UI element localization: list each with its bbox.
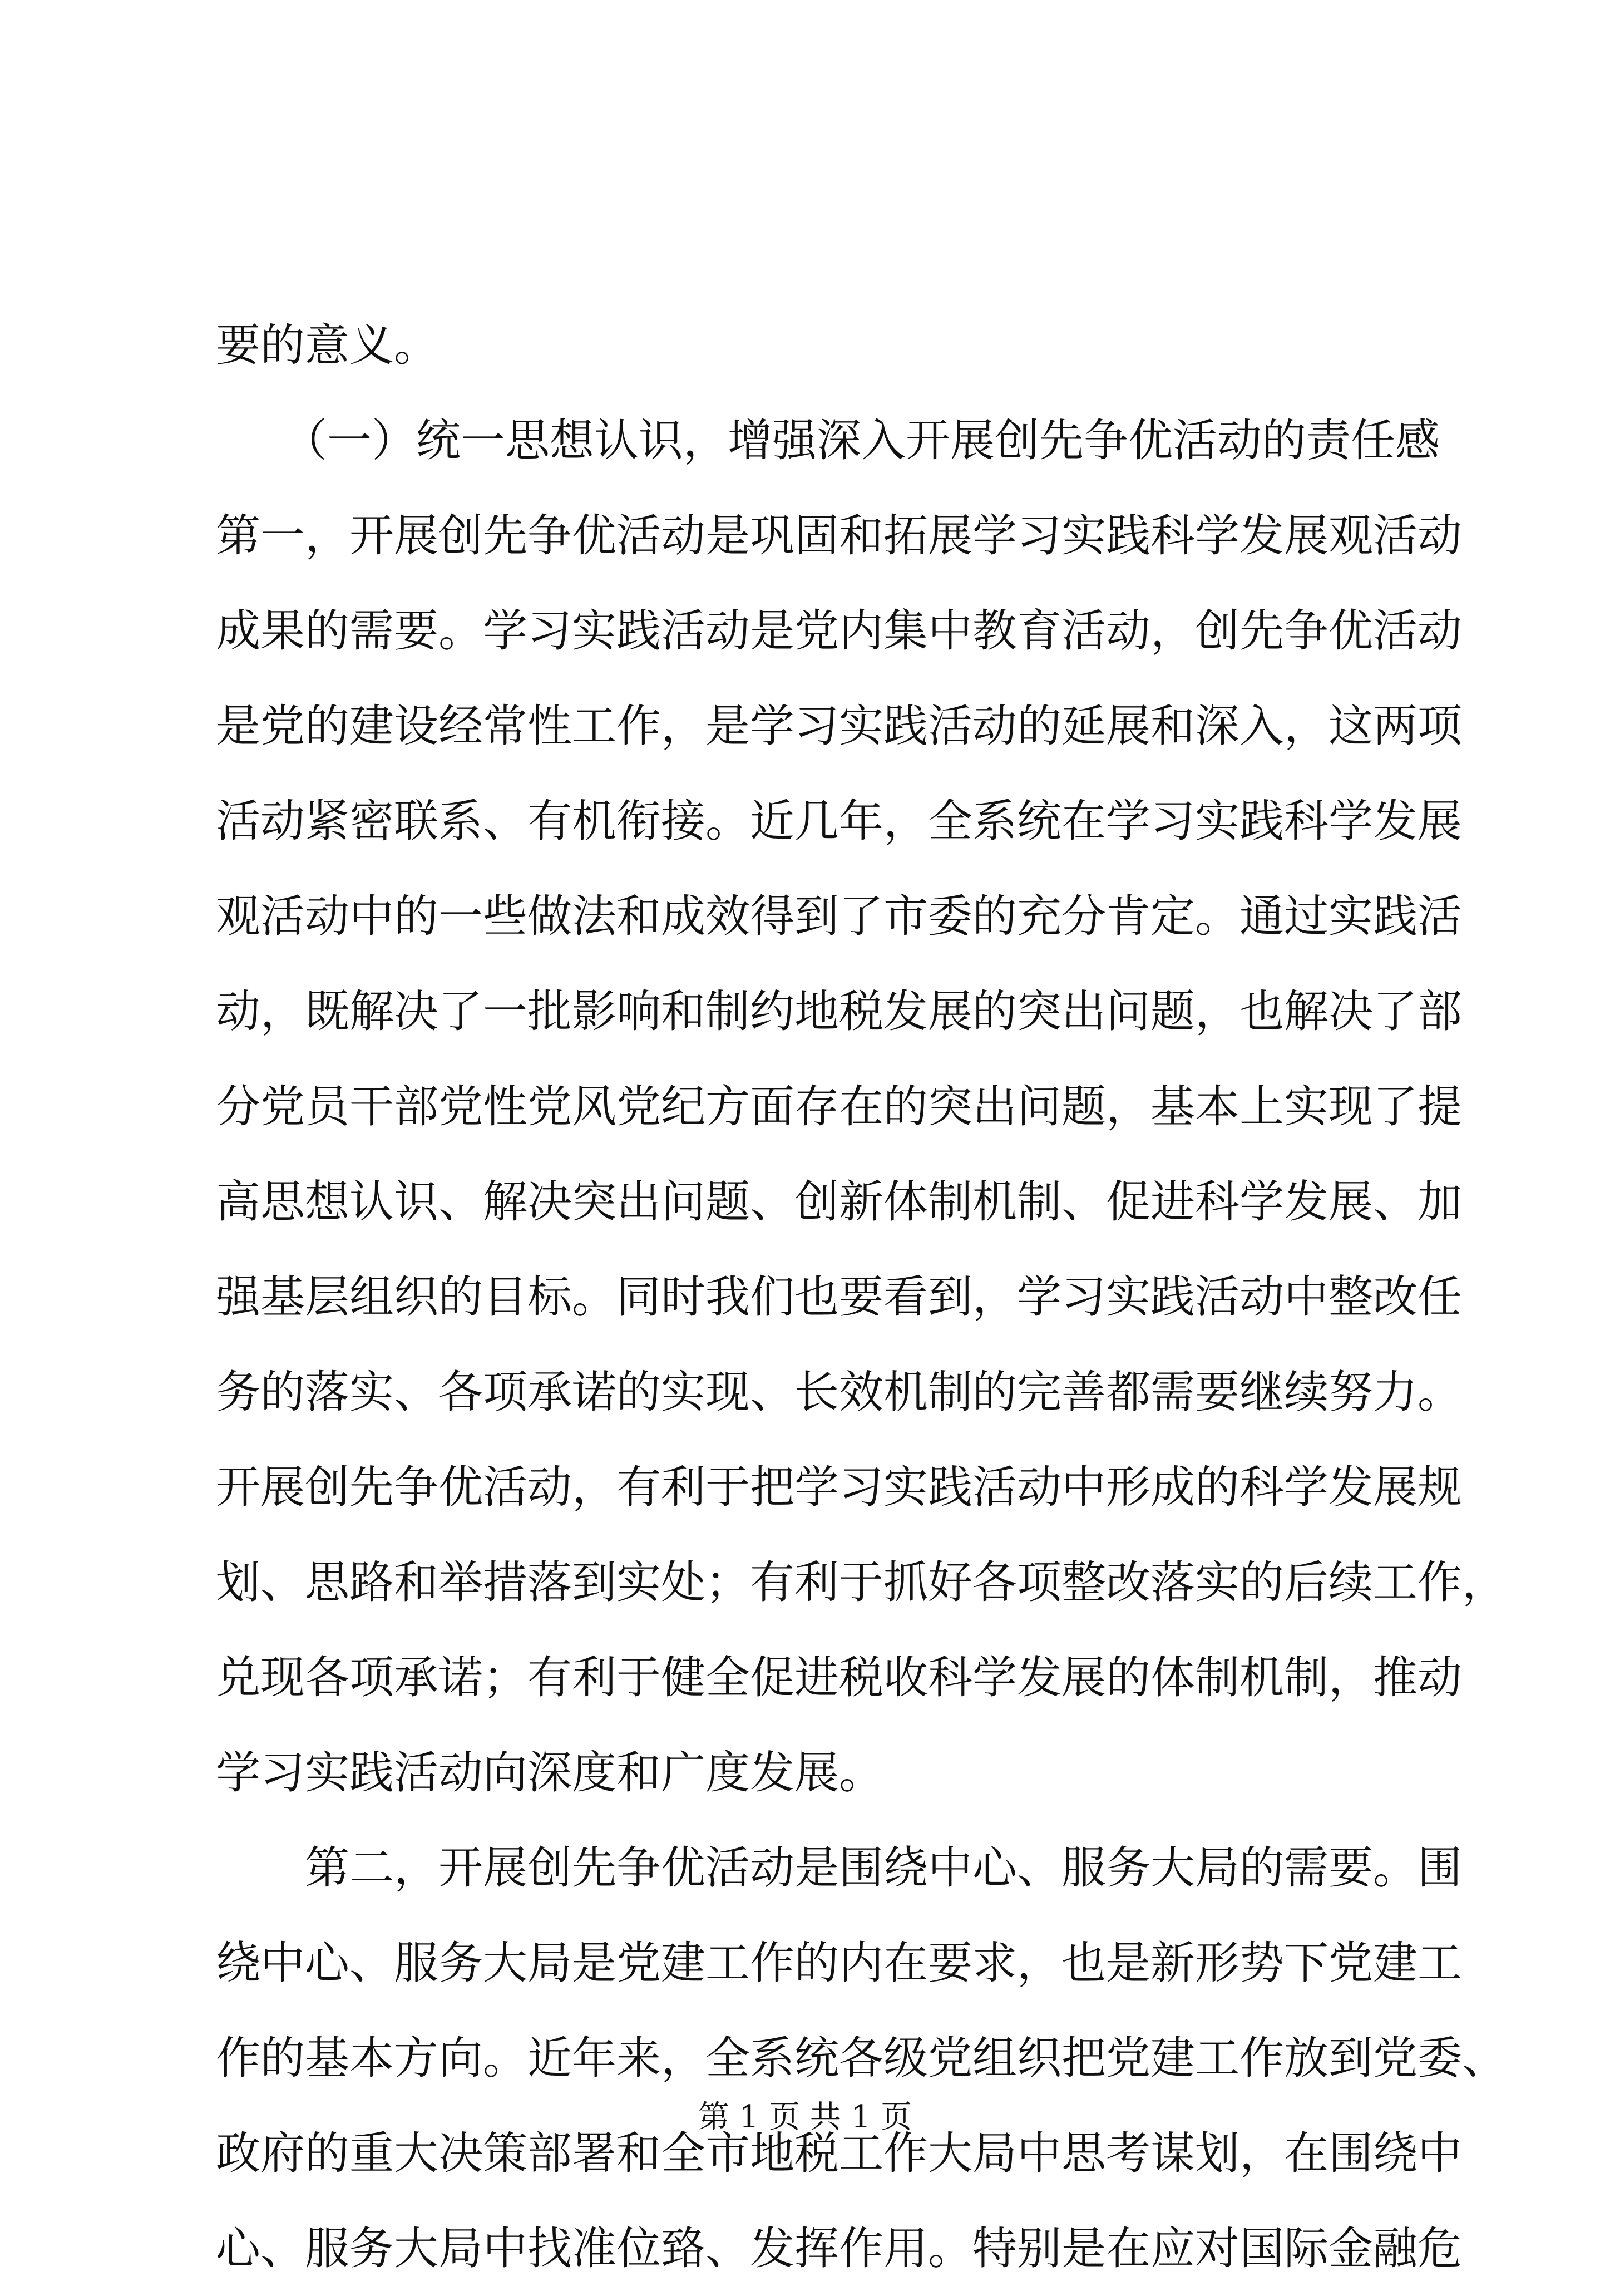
document-body <box>216 298 1507 2296</box>
text-line: （一）统一思想认识，增强深入开展创先争优活动的责任感 <box>216 415 1440 466</box>
text-line: 兑现各项承诺；有利于健全促进税收科学发展的体制机制，推动 <box>216 1652 1462 1703</box>
text-line: 强基层组织的目标。同时我们也要看到，学习实践活动中整改任 <box>216 1271 1462 1323</box>
text-line: 开展创先争优活动，有利于把学习实践活动中形成的科学发展规 <box>216 1461 1462 1513</box>
text-line: 要的意义。 <box>216 319 438 371</box>
text-line: 心、服务大局中找准位臵、发挥作用。特别是在应对国际金融危 <box>216 2223 1462 2274</box>
text-line: 成果的需要。学习实践活动是党内集中教育活动，创先争优活动 <box>216 605 1462 657</box>
text-line: 是党的建设经常性工作，是学习实践活动的延展和深入，这两项 <box>216 700 1462 752</box>
text-line: 学习实践活动向深度和广度发展。 <box>216 1747 883 1799</box>
page-footer: 第 1 页 共 1 页 <box>698 2099 912 2135</box>
text-line: 第二，开展创先争优活动是围绕中心、服务大局的需要。围 <box>216 1842 1462 1894</box>
text-line: 绕中心、服务大局是党建工作的内在要求，也是新形势下党建工 <box>216 1937 1462 1989</box>
text-line: 动，既解决了一批影响和制约地税发展的突出问题，也解决了部 <box>216 986 1462 1037</box>
text-line: 分党员干部党性党风党纪方面存在的突出问题，基本上实现了提 <box>216 1081 1462 1132</box>
text-line: 务的落实、各项承诺的实现、长效机制的完善都需要继续努力。 <box>216 1366 1462 1418</box>
text-line: 划、思路和举措落到实处；有利于抓好各项整改落实的后续工作， <box>216 1556 1507 1608</box>
text-line: 作的基本方向。近年来，全系统各级党组织把党建工作放到党委、 <box>216 2032 1507 2084</box>
text-line: 活动紧密联系、有机衔接。近几年，全系统在学习实践科学发展 <box>216 795 1462 847</box>
text-line: 政府的重大决策部署和全市地税工作大局中思考谋划，在围绕中 <box>216 2127 1462 2179</box>
text-line: 第一，开展创先争优活动是巩固和拓展学习实践科学发展观活动 <box>216 510 1462 561</box>
text-line: 观活动中的一些做法和成效得到了市委的充分肯定。通过实践活 <box>216 890 1462 942</box>
text-line: 高思想认识、解决突出问题、创新体制机制、促进科学发展、加 <box>216 1176 1462 1228</box>
